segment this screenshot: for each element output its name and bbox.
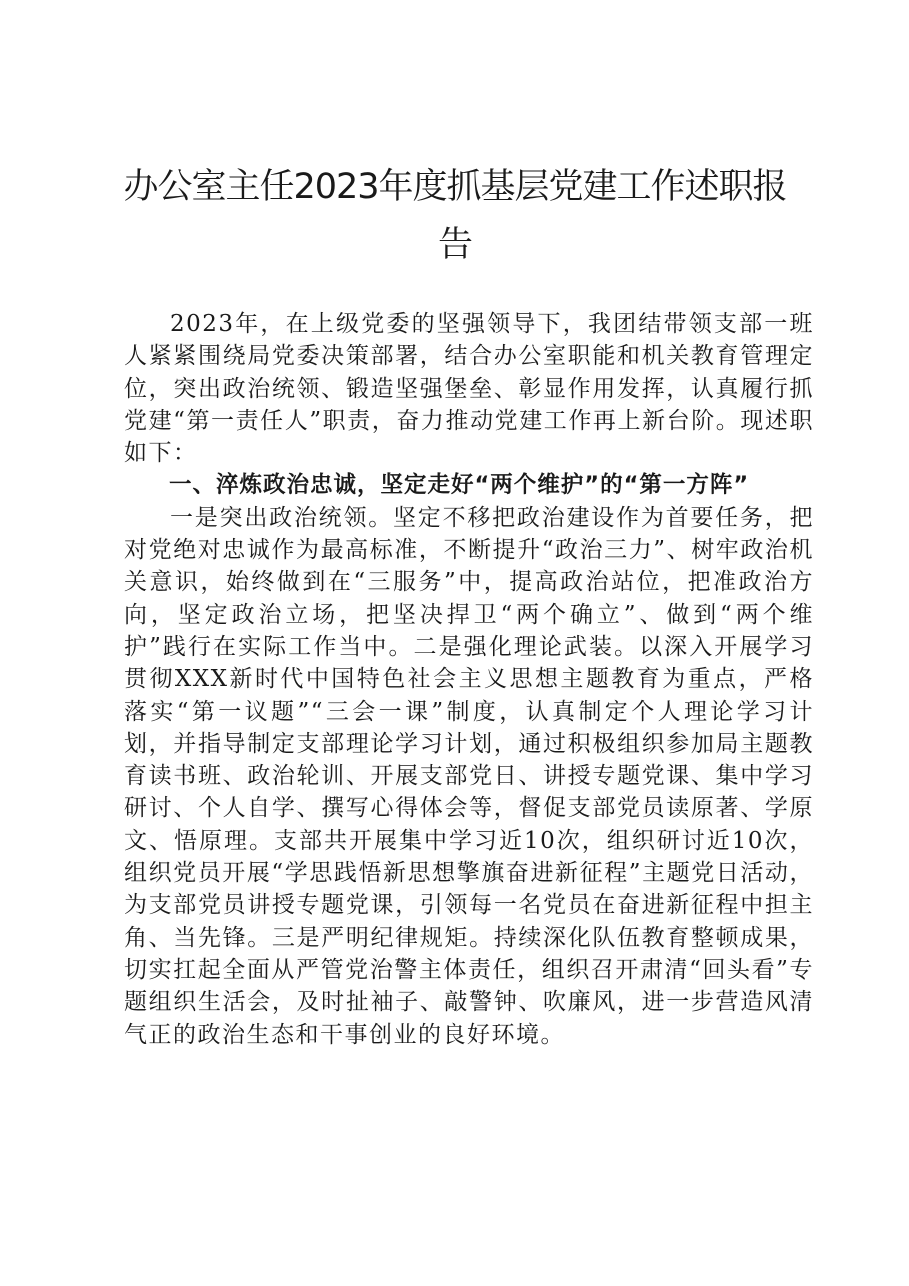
intro-paragraph: 2023年，在上级党委的坚强领导下，我团结带领支部一班人紧紧围绕局党委决策部署，结合办公室职能和机关教育管理定位，突出政治统领、锻造坚强堡垒、彰显作用发挥，认真履行抓党建“第一责任人”职责，奋力推动党建工作再上新台阶。现述职如下： [124, 311, 814, 467]
section-heading: 一、淬炼政治忠诚，坚定走好“两个维护”的“第一方阵” [169, 472, 750, 499]
document-title: 办公室主任2023年度抓基层党建工作述职报告 [123, 167, 787, 265]
document-body [124, 308, 814, 1051]
section-paragraph: 一是突出政治统领。坚定不移把政治建设作为首要任务，把对党绝对忠诚作为最高标准，不断提升“政治三力”、树牢政治机关意识，始终做到在“三服务”中，提高政治站位，把准政治方向，坚定政治立场，把坚决捍卫“两个确立”、做到“两个维护”践行在实际工作当中。二是强化理论武装。以深入开展学习贯彻XXX新时代中国特色社会主义思想主题教育为重点，严格落实“第一议题”“三会一课”制度，认真制定个人理论学习计划，并指导制定支部理论学习计划，通过积极组织参加局主题教育读书班、政治轮训、开展支部党日、讲授专题党课、集中学习研讨、个人自学、撰写心得体会等，督促支部党员读原著、学原文、悟原理。支部共开展集中学习近10次，组织研讨近10次，组织党员开展“学思践悟新思想擎旗奋进新征程”主题党日活动，为支部党员讲授专题党课，引领每一名党员在奋进新征程中担主角、当先锋。三是严明纪律规矩。持续深化队伍教育整顿成果，切实扛起全面从严管党治警主体责任，组织召开肃清“回头看”专题组织生活会，及时扯袖子、敲警钟、吹廉风，进一步营造风清气正的政治生态和干事创业的良好环境。 [124, 504, 814, 1048]
